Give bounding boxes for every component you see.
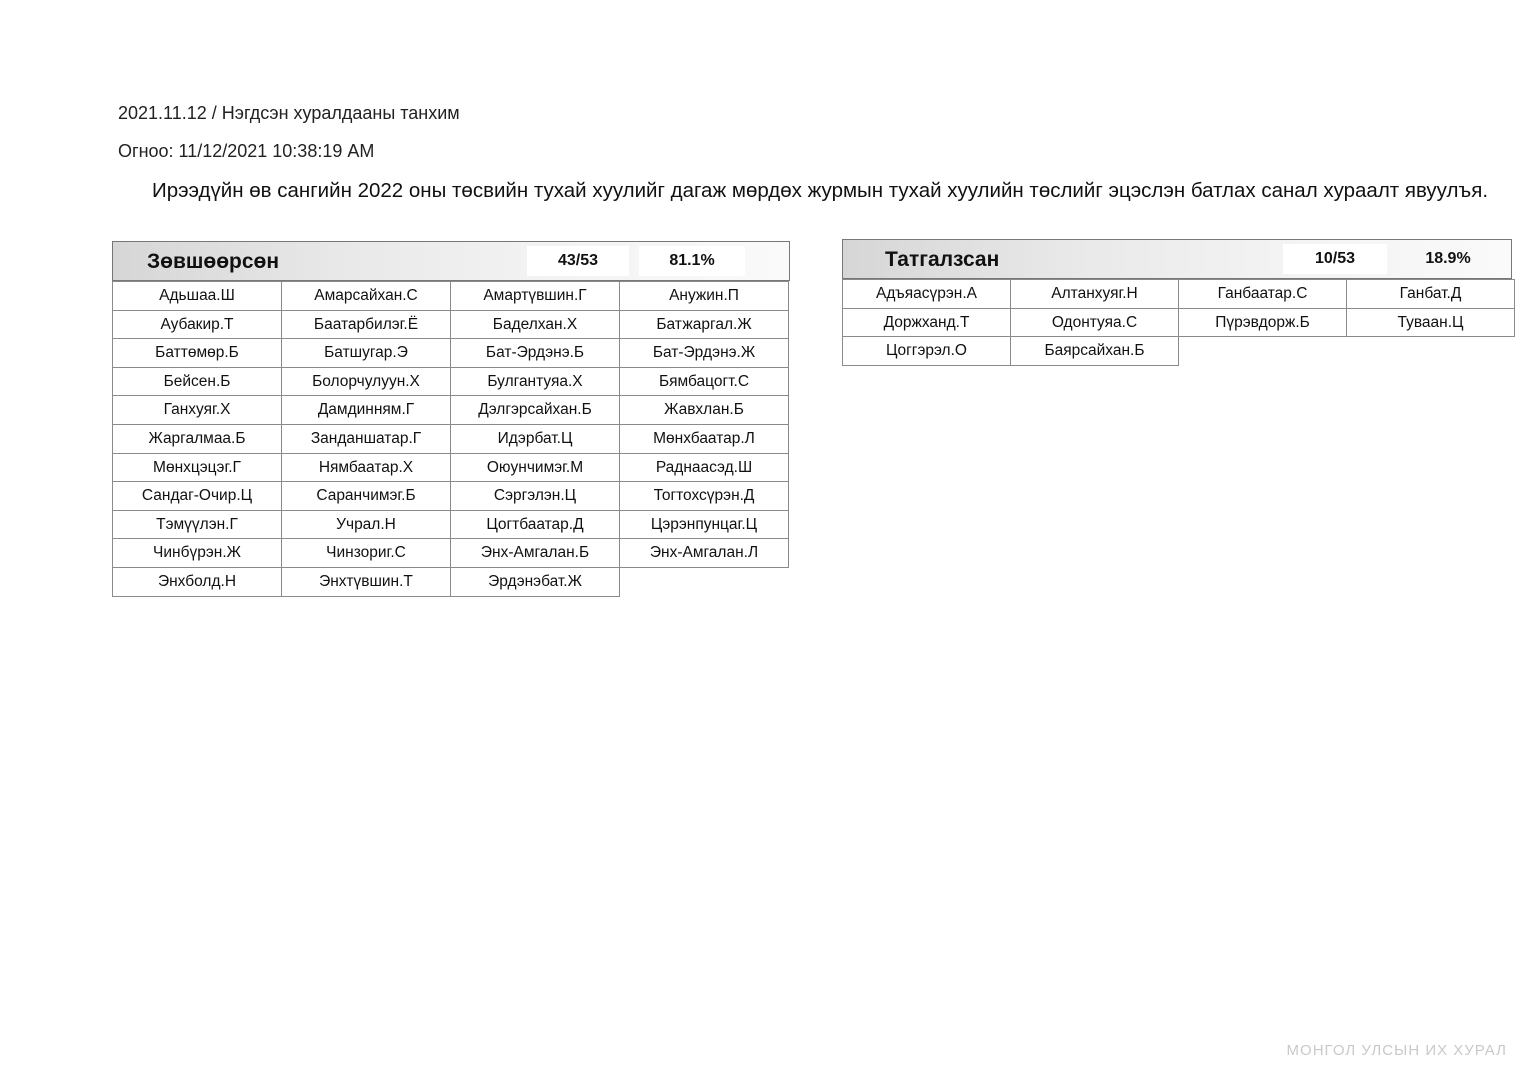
approved-name-cell: Чинбүрэн.Ж (112, 538, 282, 568)
approved-header-bar (112, 241, 790, 281)
approved-name-cell: Жаргалмаа.Б (112, 424, 282, 454)
parliament-stamp: МОНГОЛ УЛСЫН ИХ ХУРАЛ (1286, 1042, 1507, 1059)
approved-name-cell: Оюунчимэг.М (450, 453, 620, 483)
approved-name-cell: Бейсен.Б (112, 367, 282, 397)
approved-name-cell: Нямбаатар.Х (281, 453, 451, 483)
rejected-name-cell: Баярсайхан.Б (1010, 336, 1179, 366)
approved-section (112, 241, 790, 596)
rejected-name-cell: Цоггэрэл.О (842, 336, 1011, 366)
rejected-name-cell: Туваан.Ц (1346, 308, 1515, 338)
approved-name-cell: Тэмүүлэн.Г (112, 510, 282, 540)
approved-name-cell: Адьшаа.Ш (112, 281, 282, 311)
approved-name-cell: Сэргэлэн.Ц (450, 481, 620, 511)
rejected-header-bar (842, 239, 1512, 279)
rejected-name-cell: Адъяасүрэн.А (842, 279, 1011, 309)
approved-name-cell: Чинзориг.С (281, 538, 451, 568)
approved-percent: 81.1% (639, 246, 745, 276)
rejected-name-cell: Одонтуяа.С (1010, 308, 1179, 338)
approved-name-cell: Цогтбаатар.Д (450, 510, 620, 540)
approved-name-cell: Дамдинням.Г (281, 395, 451, 425)
approved-label: Зөвшөөрсөн (147, 250, 280, 273)
rejected-label: Татгалзсан (885, 248, 1000, 271)
rejected-name-cell: Ганбат.Д (1346, 279, 1515, 309)
approved-name-cell: Анужин.П (619, 281, 789, 311)
approved-name-cell: Амарсайхан.С (281, 281, 451, 311)
rejected-names-grid (842, 279, 1512, 365)
rejected-name-cell: Алтанхуяг.Н (1010, 279, 1179, 309)
approved-name-cell: Учрал.Н (281, 510, 451, 540)
approved-name-cell: Жавхлан.Б (619, 395, 789, 425)
approved-name-cell: Бат-Эрдэнэ.Б (450, 338, 620, 368)
rejected-section (842, 239, 1512, 365)
approved-name-cell: Раднаасэд.Ш (619, 453, 789, 483)
approved-name-cell: Баттөмөр.Б (112, 338, 282, 368)
approved-name-cell: Аубакир.Т (112, 310, 282, 340)
approved-name-cell: Батшугар.Э (281, 338, 451, 368)
approved-name-cell: Цэрэнпунцаг.Ц (619, 510, 789, 540)
approved-names-grid (112, 281, 790, 596)
approved-name-cell: Саранчимэг.Б (281, 481, 451, 511)
rejected-name-cell: Пүрэвдорж.Б (1178, 308, 1347, 338)
approved-name-cell: Эрдэнэбат.Ж (450, 567, 620, 597)
rejected-name-cell: Доржханд.Т (842, 308, 1011, 338)
approved-name-cell: Энхболд.Н (112, 567, 282, 597)
approved-name-cell: Дэлгэрсайхан.Б (450, 395, 620, 425)
approved-name-cell: Энх-Амгалан.Б (450, 538, 620, 568)
approved-name-cell: Энхтүвшин.Т (281, 567, 451, 597)
vote-title: Ирээдүйн өв сангийн 2022 оны төсвийн тухай хуулийг дагаж мөрдөх журмын тухай хуулийн төслийг эцэслэн батлах санал хураалт явуулъя. (151, 179, 1489, 202)
approved-name-cell: Идэрбат.Ц (450, 424, 620, 454)
approved-name-cell: Амартүвшин.Г (450, 281, 620, 311)
approved-count: 43/53 (527, 246, 629, 276)
approved-name-cell: Булгантуяа.Х (450, 367, 620, 397)
approved-name-cell: Болорчулуун.Х (281, 367, 451, 397)
rejected-count: 10/53 (1283, 244, 1387, 274)
approved-name-cell: Мөнхбаатар.Л (619, 424, 789, 454)
vote-timestamp: Огноо: 11/12/2021 10:38:19 AM (118, 141, 375, 161)
approved-name-cell: Мөнхцэцэг.Г (112, 453, 282, 483)
approved-name-cell: Занданшатар.Г (281, 424, 451, 454)
rejected-name-cell: Ганбаатар.С (1178, 279, 1347, 309)
approved-name-cell: Энх-Амгалан.Л (619, 538, 789, 568)
approved-name-cell: Тогтохсүрэн.Д (619, 481, 789, 511)
approved-name-cell: Батжаргал.Ж (619, 310, 789, 340)
approved-name-cell: Баделхан.Х (450, 310, 620, 340)
approved-name-cell: Бямбацогт.С (619, 367, 789, 397)
rejected-percent: 18.9% (1425, 250, 1471, 267)
approved-name-cell: Ганхуяг.Х (112, 395, 282, 425)
approved-name-cell: Сандаг-Очир.Ц (112, 481, 282, 511)
session-date-location: 2021.11.12 / Нэгдсэн хуралдааны танхим (118, 103, 460, 123)
approved-name-cell: Баатарбилэг.Ё (281, 310, 451, 340)
approved-name-cell: Бат-Эрдэнэ.Ж (619, 338, 789, 368)
